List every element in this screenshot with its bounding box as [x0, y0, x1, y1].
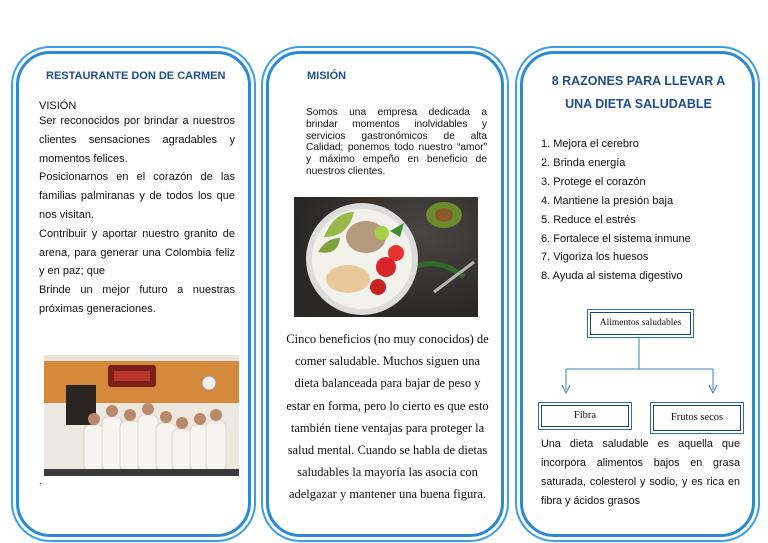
list-item: 6. Fortalece el sistema inmune	[541, 232, 691, 245]
panel-reasons	[520, 51, 755, 537]
list-item: 8. Ayuda al sistema digestivo	[541, 270, 683, 283]
diagram-box-healthy-foods: Alimentos saludables	[590, 312, 691, 335]
salad-bowl-photo	[294, 197, 478, 317]
panel-restaurant	[16, 51, 251, 537]
benefits-text: Cinco beneficios (no muy conocidos) de comer saludable. Muchos siguen una dieta balanceada para bajar de peso y estar en forma, pero lo cierto es que esto también tiene ventajas para proteger la salud mental. Cuando se habla de dietas saludables la mayoría las asocia con adelgazar y mantener una buena figura.	[286, 332, 489, 502]
vision-paragraph: Posicionarnos en el corazón de las familias palmiranas y de todos los que nos visitan.	[39, 171, 235, 221]
mission-title: MISIÓN	[307, 70, 347, 82]
list-item: 3. Protege el corazón	[541, 175, 646, 188]
vision-paragraph: Contribuir y aportar nuestro granito de arena, para generar una Colombia feliz y en paz; que	[39, 227, 235, 278]
mission-text: Somos una empresa dedicada a brindar momentos inolvidables y servicios gastronómicos de alta Calidad; ponemos todo nuestro “amor” y máximo empeño en beneficio de nuestros clientes.	[306, 107, 487, 177]
list-item: 4. Mantiene la presión baja	[541, 194, 674, 207]
restaurant-title: RESTAURANTE DON DE CARMEN	[46, 70, 226, 82]
list-item: 2. Brinda energía	[541, 156, 626, 169]
reasons-title: 8 RAZONES PARA LLEVAR A UNA DIETA SALUDABLE	[551, 74, 726, 111]
vision-paragraph: Ser reconocidos por brindar a nuestros clientes sensaciones agradables y momentos felices.	[39, 115, 235, 165]
vision-heading: VISIÓN	[39, 100, 77, 112]
diet-description: Una dieta saludable es aquella que incorpora alimentos bajos en grasa saturada, colesterol y sodio, y es rica en fibra y ácidos grasos	[541, 438, 740, 507]
vision-paragraph: Brinde un mejor futuro a nuestras próximas generaciones.	[39, 284, 235, 315]
list-item: 1. Mejora el cerebro	[541, 138, 639, 150]
vision-text	[39, 112, 235, 319]
list-item: 5. Reduce el estrés	[541, 213, 636, 226]
list-item: 7. Vigoriza los huesos	[541, 251, 649, 264]
staff-photo	[44, 355, 239, 476]
panel-mission	[266, 51, 504, 537]
stray-dot: .	[39, 476, 42, 487]
diagram-box-nuts: Frutos secos	[653, 405, 741, 431]
diagram-box-fiber: Fibra	[541, 405, 629, 427]
